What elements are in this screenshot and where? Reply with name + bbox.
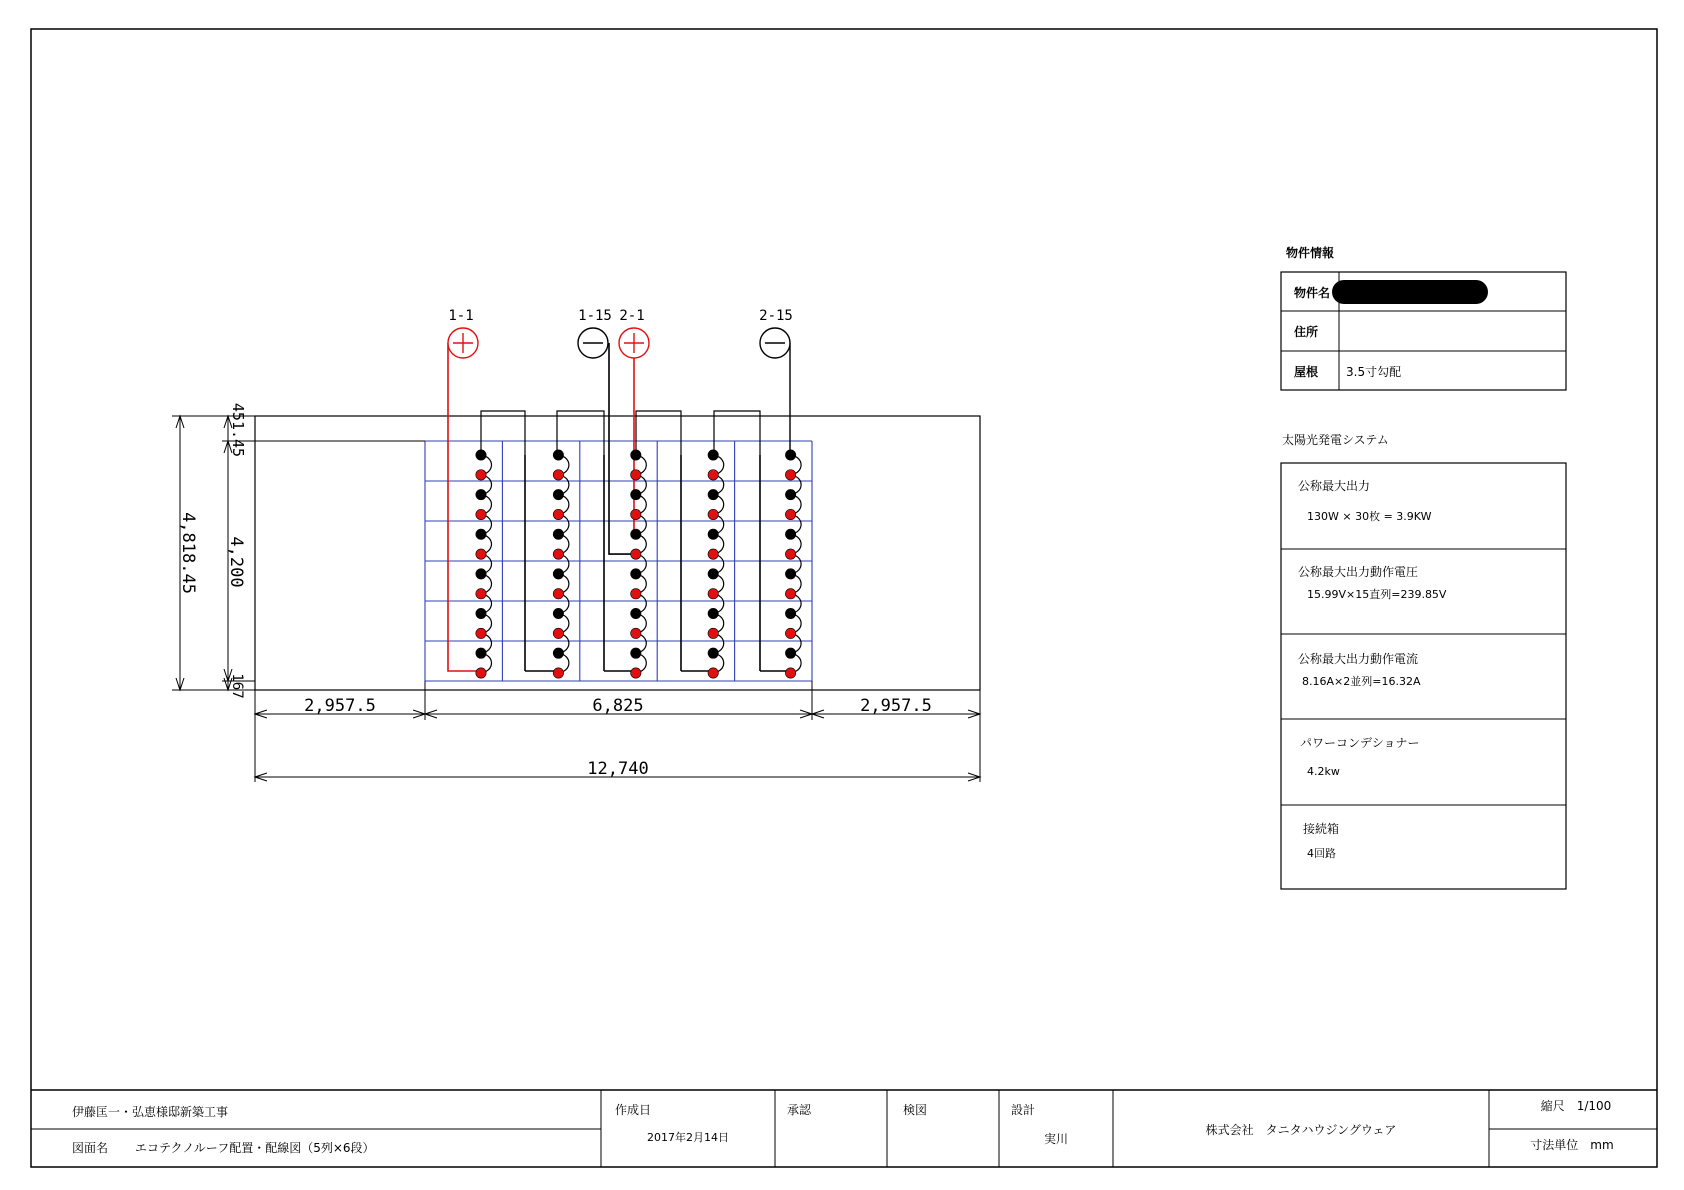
positive-lead-1	[448, 343, 481, 671]
approve-label: 承認	[787, 1103, 812, 1117]
terminal-label-1-15: 1-15	[578, 308, 612, 324]
property-info	[1281, 245, 1566, 390]
panel-terminal-dot	[476, 668, 486, 678]
nominal-output-value: 130W × 30枚 = 3.9KW	[1307, 510, 1432, 523]
panel-terminal-dot	[553, 489, 563, 499]
panel-terminal-dot	[708, 668, 718, 678]
dim-left-offset: 2,957.5	[304, 696, 376, 716]
roof-value: 3.5寸勾配	[1346, 365, 1402, 379]
panel-terminal-dot	[553, 470, 563, 480]
current-title: 公称最大出力動作電流	[1298, 652, 1419, 666]
roof-label: 屋根	[1294, 365, 1319, 379]
designer-name: 実川	[1043, 1132, 1069, 1146]
panel-terminal-dot	[631, 589, 641, 599]
terminal-1-1	[448, 308, 478, 358]
panel-terminal-dot	[708, 628, 718, 638]
terminal-label-1-1: 1-1	[448, 308, 474, 324]
terminal-1-15	[578, 308, 612, 358]
panel-terminal-dot	[553, 509, 563, 519]
dim-array-width: 6,825	[592, 696, 644, 716]
wiring	[448, 343, 801, 673]
panel-terminal-dot	[631, 549, 641, 559]
roof-outline	[255, 416, 980, 690]
design-label: 設計	[1011, 1103, 1036, 1117]
panel-terminal-dot	[785, 569, 795, 579]
panel-terminal-dot	[476, 470, 486, 480]
terminal-label-2-15: 2-15	[759, 308, 793, 324]
panel-terminal-dot	[631, 529, 641, 539]
power-conditioner-value: 4.2kw	[1307, 765, 1340, 778]
project-name: 伊藤匡一・弘恵様邸新築工事	[72, 1105, 229, 1119]
panel-terminal-dot	[631, 450, 641, 460]
panel-terminal-dot	[785, 549, 795, 559]
title-block	[31, 1090, 1657, 1167]
panel-terminal-dot	[785, 648, 795, 658]
scale: 縮尺 1/100	[1540, 1099, 1612, 1113]
voltage-title: 公称最大出力動作電圧	[1298, 565, 1419, 579]
panel-terminal-dot	[785, 529, 795, 539]
panel-terminal-dot	[785, 470, 795, 480]
panel-terminal-dot	[708, 450, 718, 460]
panel-terminal-dot	[785, 509, 795, 519]
terminal-label-2-1: 2-1	[619, 308, 645, 324]
drawing-name: エコテクノルーフ配置・配線図（5列×6段）	[135, 1141, 375, 1155]
panel-terminal-dot	[631, 608, 641, 618]
panel-terminal-dot	[476, 628, 486, 638]
panel-terminal-dot	[476, 450, 486, 460]
panel-terminal-dot	[476, 549, 486, 559]
panel-terminal-dot	[631, 509, 641, 519]
negative-lead-1	[609, 343, 636, 554]
property-info-heading: 物件情報	[1286, 246, 1335, 260]
panel-terminal-dot	[631, 648, 641, 658]
panel-terminal-dot	[553, 569, 563, 579]
terminal-2-15	[759, 308, 793, 358]
panel-terminal-dot	[553, 648, 563, 658]
panel-terminal-dot	[631, 628, 641, 638]
column-link-top	[714, 411, 760, 455]
panel-terminal-dot	[631, 489, 641, 499]
panel-terminal-dot	[476, 529, 486, 539]
property-name-label: 物件名	[1294, 286, 1331, 300]
solar-system-heading: 太陽光発電システム	[1282, 433, 1389, 447]
dim-roof-width: 12,740	[587, 759, 649, 779]
negative-lead-2	[790, 343, 791, 455]
junction-box-value: 4回路	[1307, 847, 1336, 860]
redacted-property-name	[1332, 280, 1488, 304]
panel-terminal-dot	[785, 668, 795, 678]
panel-terminal-dot	[476, 648, 486, 658]
panel-terminal-dot	[785, 450, 795, 460]
address-label: 住所	[1294, 325, 1319, 339]
column-link-top	[481, 411, 525, 455]
panel-terminal-dot	[553, 529, 563, 539]
company-name: 株式会社 タニタハウジングウェア	[1205, 1123, 1397, 1137]
panel-terminal-dot	[708, 589, 718, 599]
panel-terminal-dot	[708, 608, 718, 618]
terminal-2-1	[619, 308, 649, 358]
panel-terminal-dot	[476, 608, 486, 618]
panel-terminal-dot	[708, 529, 718, 539]
vertical-dimensions	[172, 416, 425, 690]
dim-top-margin: 451.45	[229, 402, 247, 458]
panel-terminal-dot	[553, 549, 563, 559]
current-value: 8.16A×2並列=16.32A	[1302, 675, 1421, 688]
panel-terminal-dot	[785, 589, 795, 599]
panel-terminal-dot	[553, 450, 563, 460]
nominal-output-title: 公称最大出力	[1298, 479, 1371, 493]
panel-terminal-dot	[785, 628, 795, 638]
panel-terminal-dot	[631, 569, 641, 579]
panel-terminal-dot	[476, 569, 486, 579]
panel-terminal-dot	[476, 509, 486, 519]
panel-terminal-dot	[708, 549, 718, 559]
panel-terminal-dot	[553, 608, 563, 618]
panel-terminal-dot	[476, 589, 486, 599]
panel-terminal-dot	[708, 569, 718, 579]
drawing-name-label: 図面名	[72, 1141, 109, 1155]
power-conditioner-title: パワーコンデショナー	[1300, 736, 1420, 750]
dim-right-offset: 2,957.5	[860, 696, 932, 716]
dim-height-main: 4,200	[226, 536, 246, 588]
panel-terminal-dot	[553, 628, 563, 638]
panel-terminals	[476, 450, 796, 678]
panel-terminal-dot	[631, 668, 641, 678]
panel-terminal-dot	[708, 509, 718, 519]
created-date: 2017年2月14日	[647, 1131, 729, 1144]
panel-terminal-dot	[708, 489, 718, 499]
panel-terminal-dot	[553, 668, 563, 678]
dimension-unit: 寸法単位 mm	[1530, 1138, 1614, 1152]
panel-terminal-dot	[476, 489, 486, 499]
dim-bottom-margin: 167	[229, 673, 245, 699]
panel-terminal-dot	[708, 648, 718, 658]
voltage-value: 15.99V×15直列=239.85V	[1307, 588, 1447, 601]
panel-terminal-dot	[785, 608, 795, 618]
check-label: 検図	[903, 1103, 928, 1117]
column-link-top	[557, 411, 604, 455]
dim-height-total: 4,818.45	[178, 512, 198, 594]
junction-box-title: 接続箱	[1303, 822, 1340, 836]
panel-terminal-dot	[553, 589, 563, 599]
created-date-label: 作成日	[615, 1103, 652, 1117]
column-link-top	[636, 411, 681, 455]
wiring-diagram	[172, 308, 980, 782]
panel-terminal-dot	[631, 470, 641, 480]
panel-terminal-dot	[785, 489, 795, 499]
solar-system-info	[1281, 432, 1566, 889]
panel-terminal-dot	[708, 470, 718, 480]
